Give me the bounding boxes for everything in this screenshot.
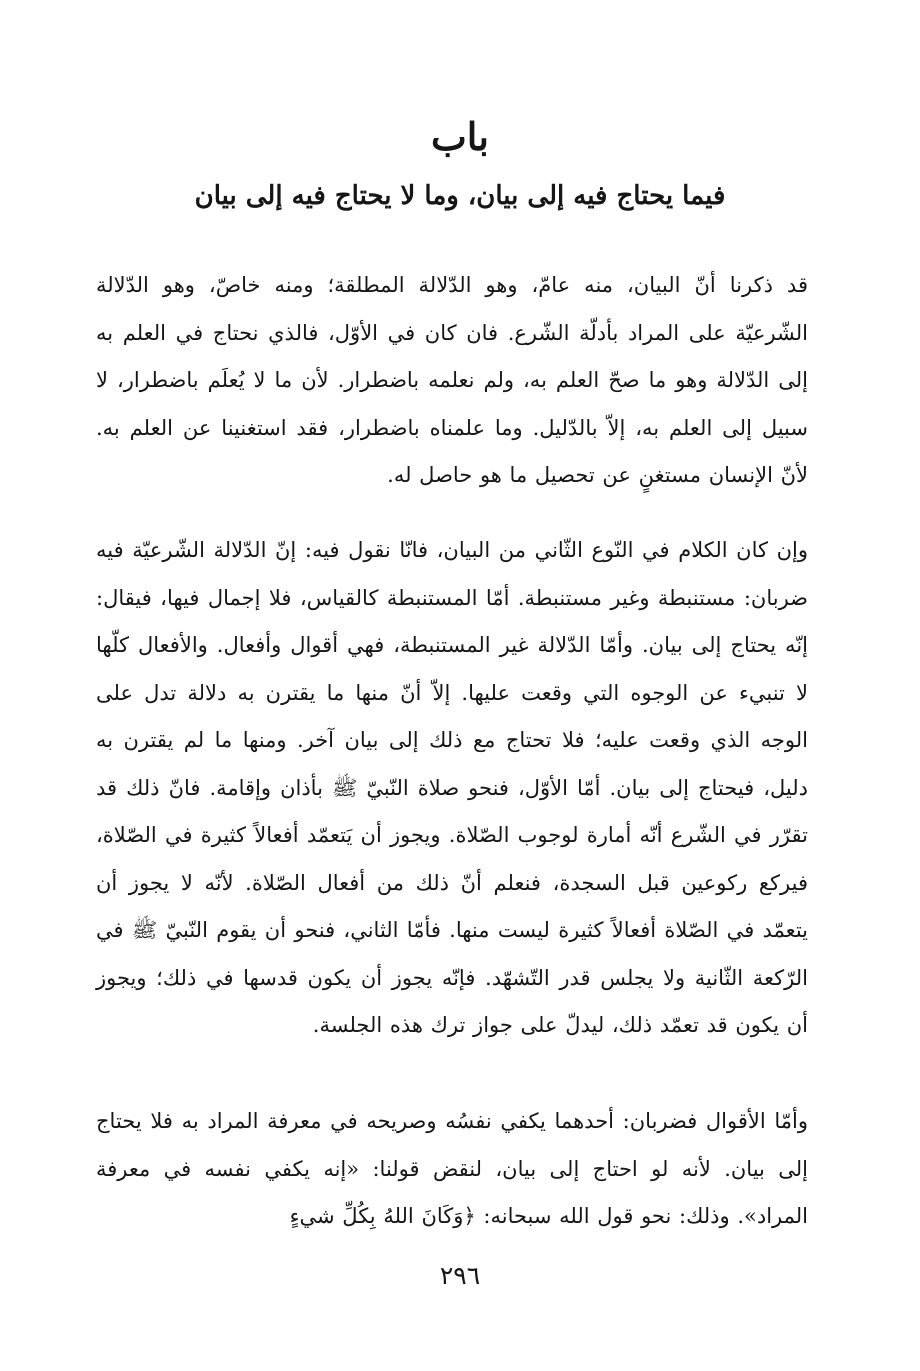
paragraph-2: وإن كان الكلام في النّوع الثّاني من البيان، فانّا نقول فيه: إنّ الدّلالة الشّرعيّة فيه ضربان: مستنبطة وغير مستنبطة. أمّا المستنبطة كالقياس، فلا إجمال فيها، فيقال: إنّه يحتاج إلى بيان. وأمّا الدّلالة غير المستنبطة، فهي أقوال وأفعال. والأفعال كلّها لا تنبيء عن الوجوه التي وقعت عليها. إلاّ أنّ منها ما يقترن به دلالة تدل على الوجه الذي وقعت عليه؛ فلا تحتاج مع ذلك إلى بيان آخر. ومنها ما لم يقترن به دليل، فيحتاج إلى بيان. أمّا الأوّل، فنحو صلاة النّبيّ ﷺ بأذان وإقامة. فانّ ذلك قد تقرّر في الشّرع أنّه أمارة لوجوب الصّلاة. ويجوز أن يَتعمّد أفعالاً كثيرة في الصّلاة، فيركع ركوعين قبل السجدة، فنعلم أنّ ذلك من أفعال الصّلاة. لأنّه لا يجوز أن يتعمّد في الصّلاة أفعالاً كثيرة ليست منها. فأمّا الثاني، فنحو أن يقوم النّبيّ ﷺ في الرّكعة الثّانية ولا يجلس قدر التّشهّد. فإنّه يجوز أن يكون قدسها في ذلك؛ ويجوز أن يكون قد تعمّد ذلك، ليدلّ على جواز ترك هذه الجلسة.: [96, 538, 808, 1037]
page-number: ٢٩٦: [439, 1261, 481, 1290]
chapter-subtitle: فيما يحتاج فيه إلى بيان، وما لا يحتاج فيه إلى بيان: [194, 181, 726, 211]
paragraph-1: قد ذكرنا أنّ البيان، منه عامّ، وهو الدّلالة المطلقة؛ ومنه خاصّ، وهو الدّلالة الشّرعيّة على المراد بأدلّة الشّرع. فان كان في الأوّل، فالذي نحتاج في العلم به إلى الدّلالة وهو ما صحّ العلم به، ولم نعلمه باضطرار. لأن ما لا يُعلَم باضطرار، لا سبيل إلى العلم به، إلاّ بالدّليل. وما علمناه باضطرار، فقد استغنينا عن العلم به. لأنّ الإنسان مستغنٍ عن تحصيل ما هو حاصل له.: [96, 273, 808, 487]
chapter-title: باب: [431, 114, 489, 159]
paragraph-3: وأمّا الأقوال فضربان: أحدهما يكفي نفسُه وصريحه في معرفة المراد به فلا يحتاج إلى بيان. لأنه لو احتاج إلى بيان، لنقض قولنا: «إنه يكفي نفسه في معرفة المراد». وذلك: نحو قول الله سبحانه: ﴿وَكَانَ اللهُ بِكُلِّ شيءٍ: [96, 1109, 808, 1228]
